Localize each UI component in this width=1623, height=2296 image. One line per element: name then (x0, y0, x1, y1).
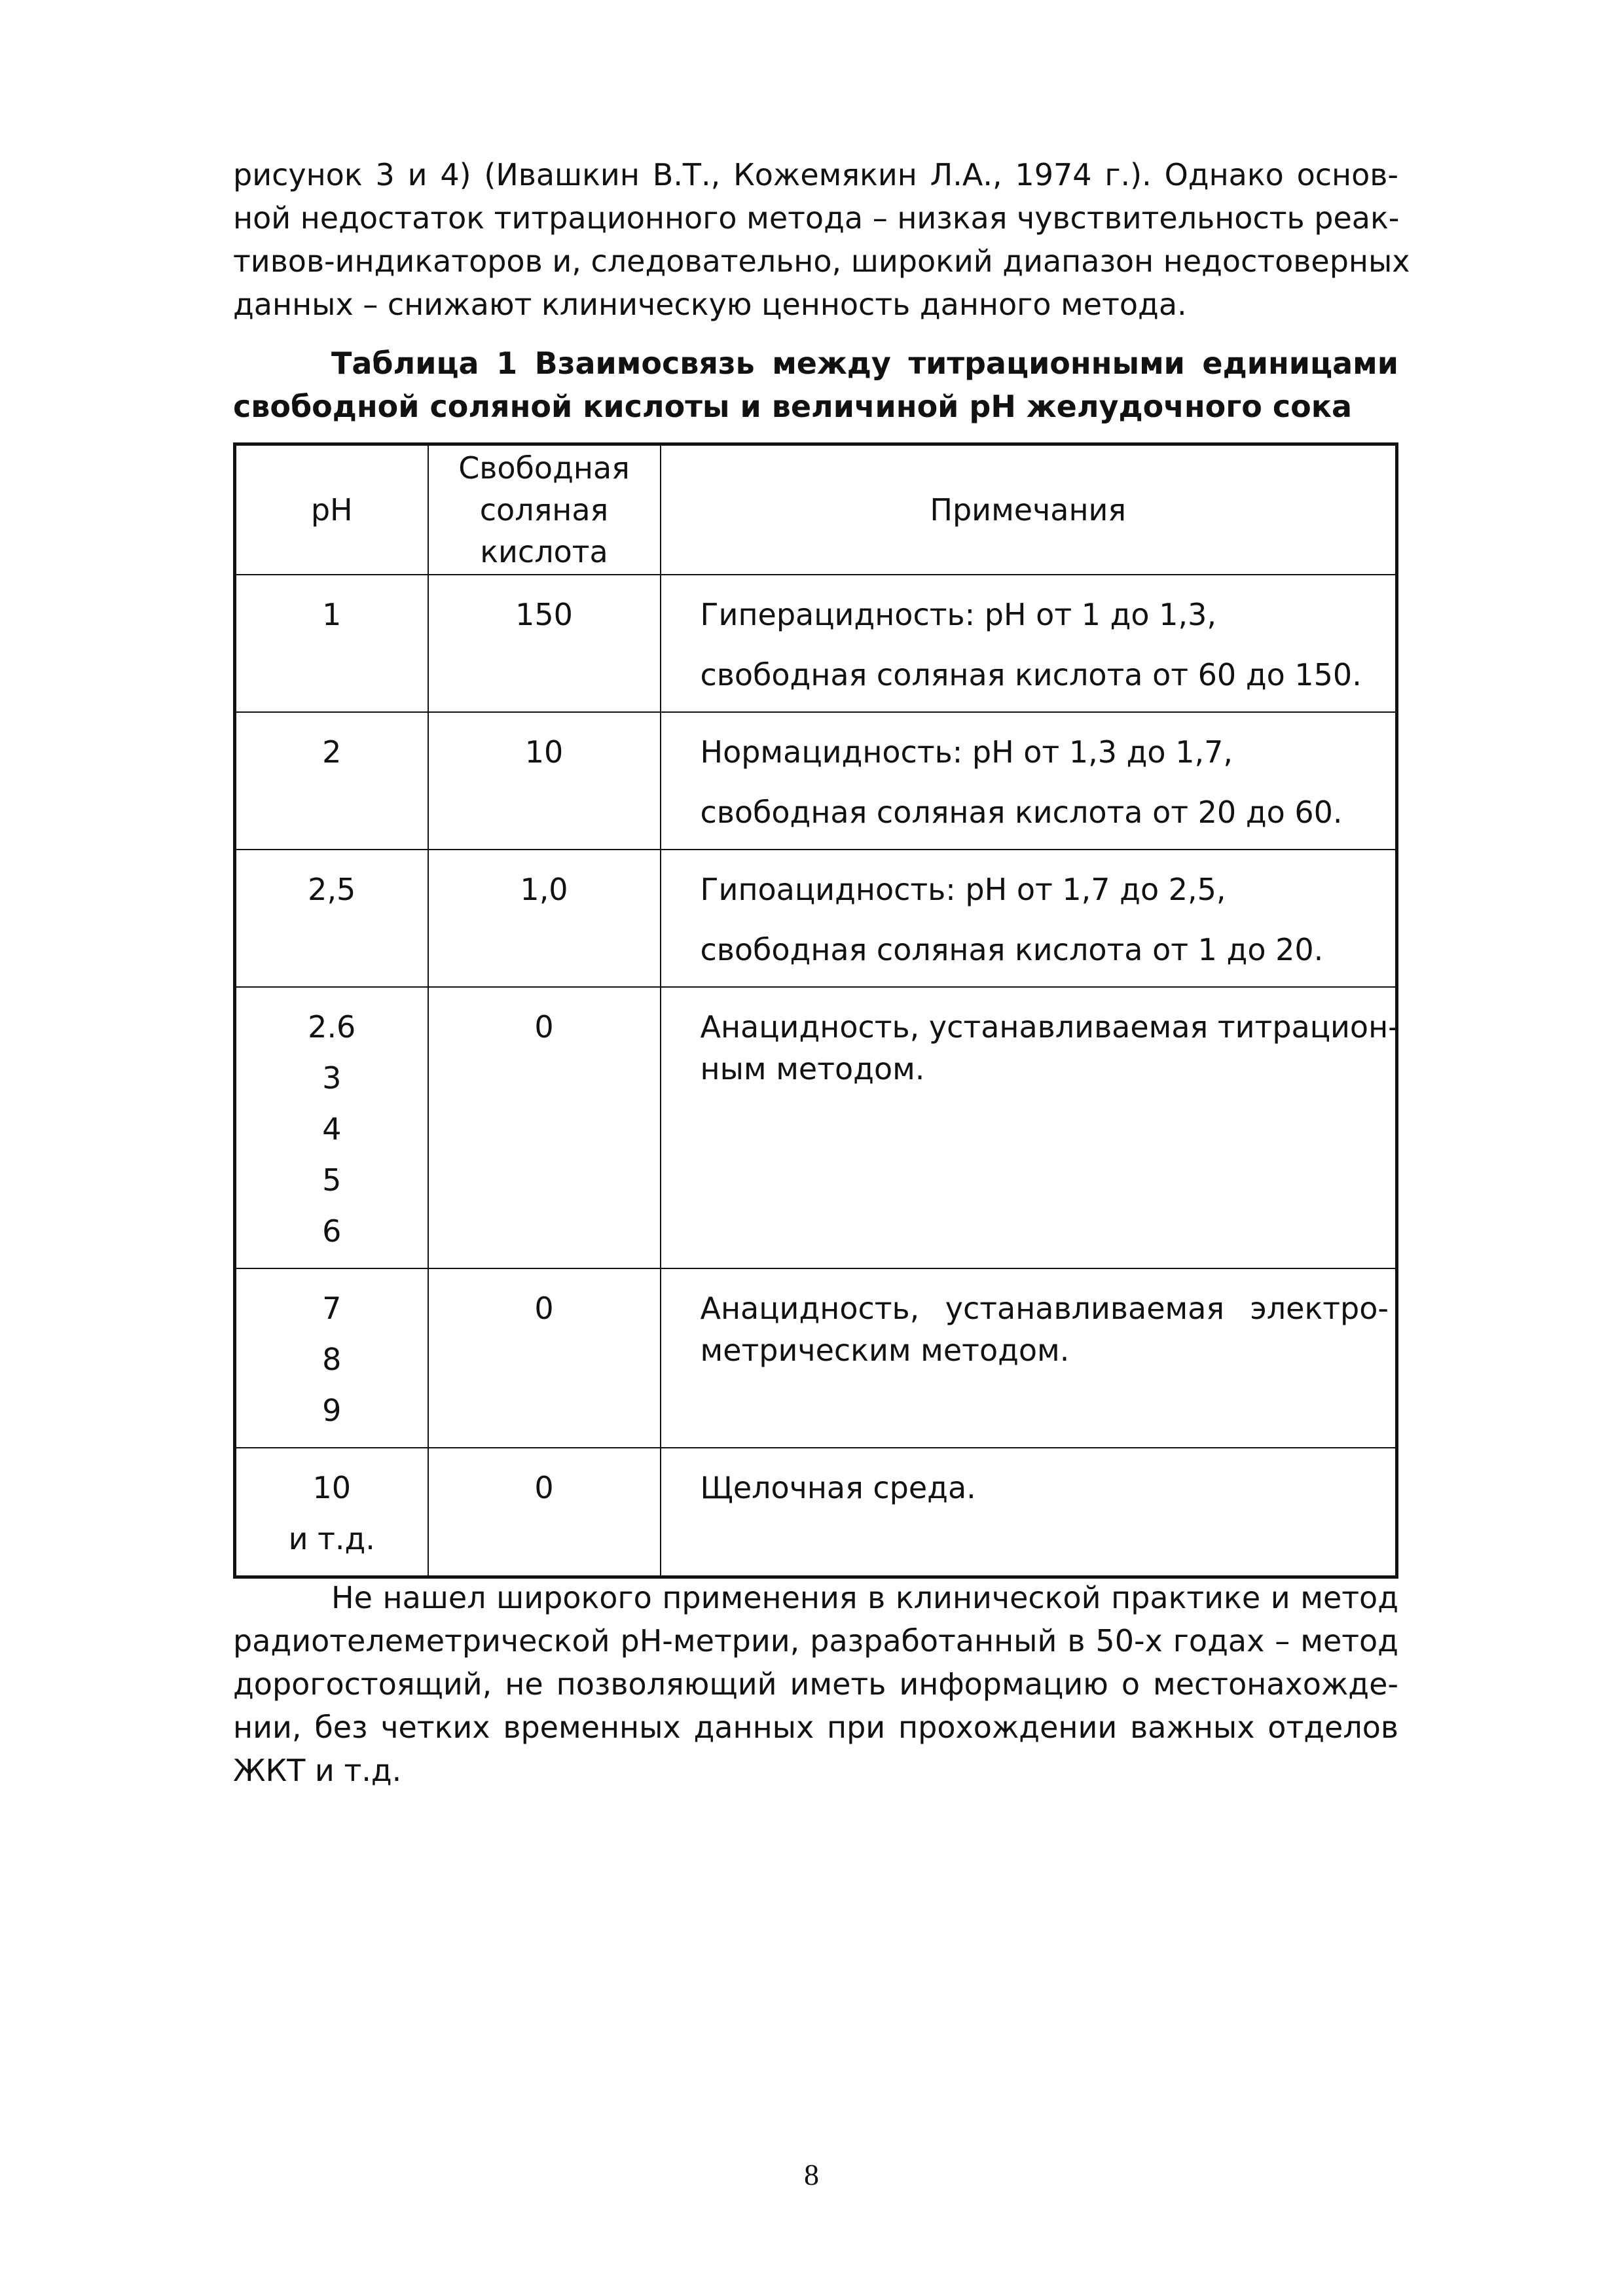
page-number: 8 (804, 2158, 819, 2191)
cell-acid (428, 575, 661, 712)
acid-value: 0 (534, 1009, 554, 1045)
outro-line: Не нашел широкого применения в клинической практике и метод (331, 1580, 1398, 1615)
cell-notes (661, 575, 1397, 712)
cell-ph (235, 1448, 428, 1577)
cell-acid (428, 1268, 661, 1448)
outro-line: дорогостоящий, не позволяющий иметь информацию о местонахожде- (233, 1666, 1398, 1702)
note-line: свободная соляная кислота от 20 до 60. (700, 795, 1343, 830)
acid-value: 10 (524, 734, 564, 770)
intro-line: ной недостаток титрационного метода – низкая чувствительность реак- (233, 200, 1400, 236)
cell-notes (661, 712, 1397, 850)
intro-line: рисунок 3 и 4) (Ивашкин В.Т., Кожемякин Л.А., 1974 г.). Однако основ- (233, 157, 1398, 192)
ph-value: 3 (322, 1060, 342, 1096)
cell-acid (428, 1448, 661, 1577)
ph-value: 9 (322, 1393, 342, 1428)
ph-value: 4 (322, 1111, 342, 1147)
outro-line: нии, без четких временных данных при прохождении важных отделов (233, 1710, 1398, 1745)
table-row (235, 1268, 1397, 1448)
table-caption (233, 342, 1398, 428)
cell-ph (235, 712, 428, 850)
caption-line: Таблица 1 Взаимосвязь между титрационными единицами (331, 346, 1398, 381)
ph-value: 2,5 (308, 872, 356, 907)
cell-acid (428, 712, 661, 850)
header-acid-line: Свободная (458, 450, 630, 486)
table-row (235, 987, 1397, 1268)
note-line: Нормацидность: pH от 1,3 до 1,7, (700, 734, 1233, 770)
ph-value: 2.6 (308, 1009, 356, 1045)
cell-acid (428, 987, 661, 1268)
ph-acid-table (233, 442, 1398, 1579)
outro-line: ЖКТ и т.д. (233, 1753, 402, 1788)
ph-value: 10 (312, 1470, 352, 1505)
table-row (235, 1448, 1397, 1577)
table-row (235, 712, 1397, 850)
outro-line: радиотелеметрической pH-метрии, разработанный в 50-х годах – метод (233, 1623, 1398, 1659)
ph-value: 1 (322, 597, 342, 632)
ph-value: 6 (322, 1213, 342, 1249)
note-line: Анацидность, устанавливаемая электро- (700, 1291, 1389, 1326)
note-line: Гипоацидность: pH от 1,7 до 2,5, (700, 872, 1226, 907)
ph-value: 5 (322, 1162, 342, 1198)
ph-value: 2 (322, 734, 342, 770)
intro-line: тивов-индикаторов и, следовательно, широкий диапазон недостоверных (233, 243, 1410, 279)
table-row (235, 575, 1397, 712)
acid-value: 0 (534, 1291, 554, 1326)
outro-paragraph (233, 1576, 1398, 1792)
ph-value: и т.д. (288, 1521, 375, 1556)
acid-value: 0 (534, 1470, 554, 1505)
cell-notes (661, 987, 1397, 1268)
note-line: Анацидность, устанавливаемая титрацион- (700, 1009, 1399, 1045)
cell-notes (661, 1268, 1397, 1448)
header-acid-line: кислота (480, 534, 608, 569)
cell-ph (235, 1268, 428, 1448)
intro-paragraph (233, 153, 1410, 326)
header-notes: Примечания (661, 444, 1397, 575)
note-line: ным методом. (700, 1051, 925, 1086)
table-row (235, 850, 1397, 987)
acid-value: 150 (515, 597, 573, 632)
cell-notes (661, 850, 1397, 987)
header-ph: pH (235, 444, 428, 575)
acid-value: 1,0 (520, 872, 568, 907)
cell-notes (661, 1448, 1397, 1577)
ph-value: 7 (322, 1291, 342, 1326)
cell-ph (235, 850, 428, 987)
ph-value: 8 (322, 1342, 342, 1377)
caption-line: свободной соляной кислоты и величиной pH желудочного сока (233, 389, 1353, 424)
note-line: Гиперацидность: pH от 1 до 1,3, (700, 597, 1216, 632)
header-free-acid (428, 444, 661, 575)
note-line: свободная соляная кислота от 1 до 20. (700, 932, 1324, 967)
note-line: свободная соляная кислота от 60 до 150. (700, 657, 1362, 692)
note-line: метрическим методом. (700, 1333, 1070, 1368)
note-line: Щелочная среда. (700, 1470, 976, 1505)
table-header-row (235, 444, 1397, 575)
cell-ph (235, 575, 428, 712)
cell-acid (428, 850, 661, 987)
intro-line: данных – снижают клиническую ценность данного метода. (233, 287, 1187, 322)
cell-ph (235, 987, 428, 1268)
header-acid-line: соляная (479, 492, 609, 528)
